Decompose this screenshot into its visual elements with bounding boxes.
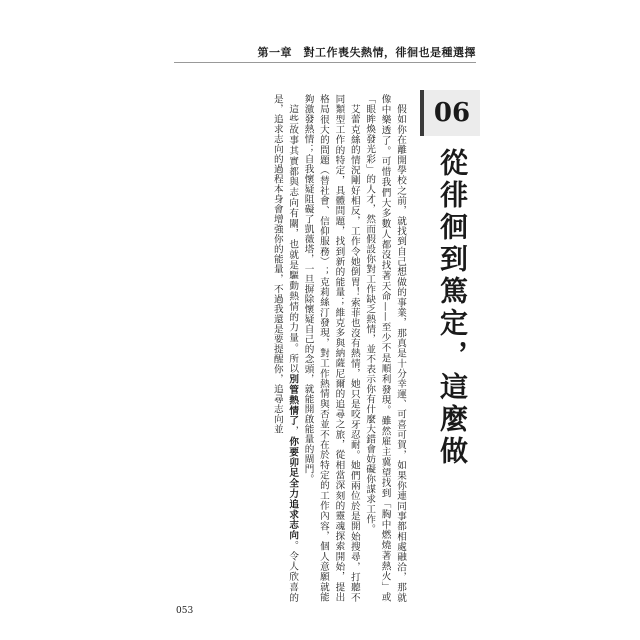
paragraph-3-comma: ，	[287, 425, 299, 437]
chapter-title: 從徘徊到篤定，這麼做	[436, 148, 469, 468]
emphasis-forget-passion: 別管熱情了	[287, 373, 299, 426]
header-rule	[174, 62, 476, 63]
book-page	[128, 28, 498, 624]
emphasis-pursue-purpose: 你要卯足全力追求志向	[287, 436, 299, 541]
body-text	[174, 94, 408, 602]
paragraph-1: 假如你在離開學校之前，就找到自己想做的事業，那真是十分幸運、可喜可賀，如果你連同事都相處融洽，那就像中樂透了。可惜我們大多數人都沒找著天命——至少不是順利發現。雖然雇主冀望找到「胸中燃燒著熱火」或「眼眸煥發光彩」的人才，然而假設你對工作缺乏熱情，並不表示你有什麼大錯會妨礙你謀求工作。	[364, 94, 406, 602]
page-number: 053	[176, 606, 194, 616]
paragraph-2: 艾蕾克絲的情況剛好相反，工作令她倒胃！索菲也沒有熱情，她只是咬牙忍耐。她們兩位於是開始搜尋，打聽不同類型工作的特定，具體問題，找到新的能量；維克多與納薩尼爾的追尋之旅，從相當深刻的靈魂探索開始，提出格局很大的問題（替社會、信仰服務）；克莉絲汀發現，對工作熱情與否並不在於特定的工作內容，個人意願就能夠激發熱情；自我懷疑阻礙了凱薇塔，一旦摒除懷疑自己的念頭，就能開啟能量的閘門。	[302, 94, 360, 602]
paragraph-3-lead: 這些故事其實都與志向有關，也就是驅動熱情的力量。所以	[287, 103, 299, 374]
running-header: 第一章 對工作喪失熱情，徘徊也是種選擇	[257, 46, 476, 59]
paragraph-3-tail: 。令人欣喜的是，追求志向的過程本身會增強你的能量，不過我還是要提醒你，追尋志向並	[271, 94, 299, 602]
chapter-number: 06	[420, 90, 480, 136]
paragraph-3	[269, 94, 300, 602]
